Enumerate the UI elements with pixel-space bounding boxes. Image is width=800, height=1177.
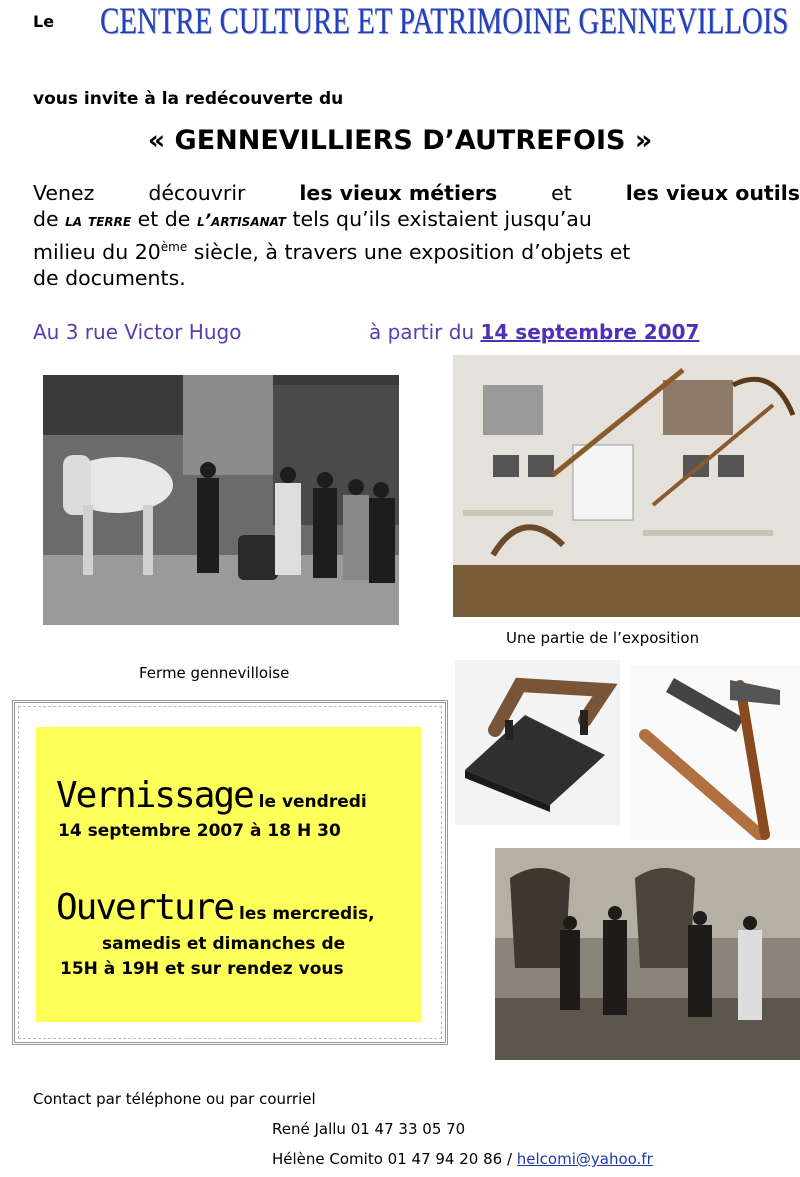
contact-person-1: René Jallu 01 47 33 05 70 (272, 1120, 466, 1138)
desc-word: et de (137, 207, 191, 231)
invitation-text: vous invite à la redécouverte du (33, 89, 344, 109)
ouverture-heading: Ouverture (56, 887, 234, 928)
vernissage-heading: Vernissage (56, 775, 253, 816)
start-date: 14 septembre 2007 (480, 320, 700, 344)
vernissage-day: le vendredi (252, 792, 367, 812)
desc-word: et (551, 181, 572, 205)
contact-intro: Contact par téléphone ou par courriel (33, 1090, 316, 1108)
exhibition-caption: Une partie de l’exposition (506, 629, 700, 647)
desc-word: découvrir (148, 181, 246, 205)
vernissage-line (56, 775, 367, 816)
contact-person-2 (272, 1150, 653, 1168)
hammer-photo (630, 665, 800, 840)
ouverture-line (56, 887, 375, 928)
address: Au 3 rue Victor Hugo (33, 320, 242, 344)
desc-bold-outils: les vieux outils (625, 181, 800, 205)
date-prefix: à partir du (369, 320, 481, 344)
workers-photo (495, 848, 800, 1060)
desc-text: de documents. (33, 265, 186, 290)
farm-caption: Ferme gennevilloise (139, 664, 290, 682)
date-line (369, 320, 699, 344)
organization-title: CENTRE CULTURE ET PATRIMOINE GENNEVILLOIS (100, 1, 789, 42)
desc-word: Venez (33, 181, 95, 205)
contact-person-2-text: Hélène Comito 01 47 94 20 86 / (272, 1150, 517, 1168)
ouverture-days-2: samedis et dimanches de (102, 934, 346, 954)
ouverture-hours: 15H à 19H et sur rendez vous (60, 959, 344, 979)
desc-text: siècle, à travers une exposition d’objets et (187, 239, 631, 264)
exhibition-photo (453, 355, 800, 617)
iron-photo (455, 660, 620, 825)
event-info-box (36, 727, 421, 1022)
desc-text: milieu du 20 (33, 239, 161, 264)
desc-word: tels qu’ils existaient jusqu’au (292, 207, 592, 231)
event-title: « GENNEVILLIERS D’AUTREFOIS » (147, 125, 653, 156)
description (33, 180, 800, 291)
contact-email-link[interactable]: helcomi@yahoo.fr (516, 1150, 653, 1168)
desc-artisanat: l’artisanat (196, 211, 286, 231)
vernissage-datetime: 14 septembre 2007 à 18 H 30 (58, 821, 341, 841)
header-prefix: Le (33, 12, 55, 31)
farm-photo (43, 375, 399, 625)
desc-word: de (33, 207, 59, 231)
ouverture-days: les mercredis, (233, 904, 375, 924)
desc-superscript: ème (160, 240, 188, 254)
desc-bold-metiers: les vieux métiers (299, 181, 498, 205)
desc-la-terre: la terre (65, 211, 132, 231)
